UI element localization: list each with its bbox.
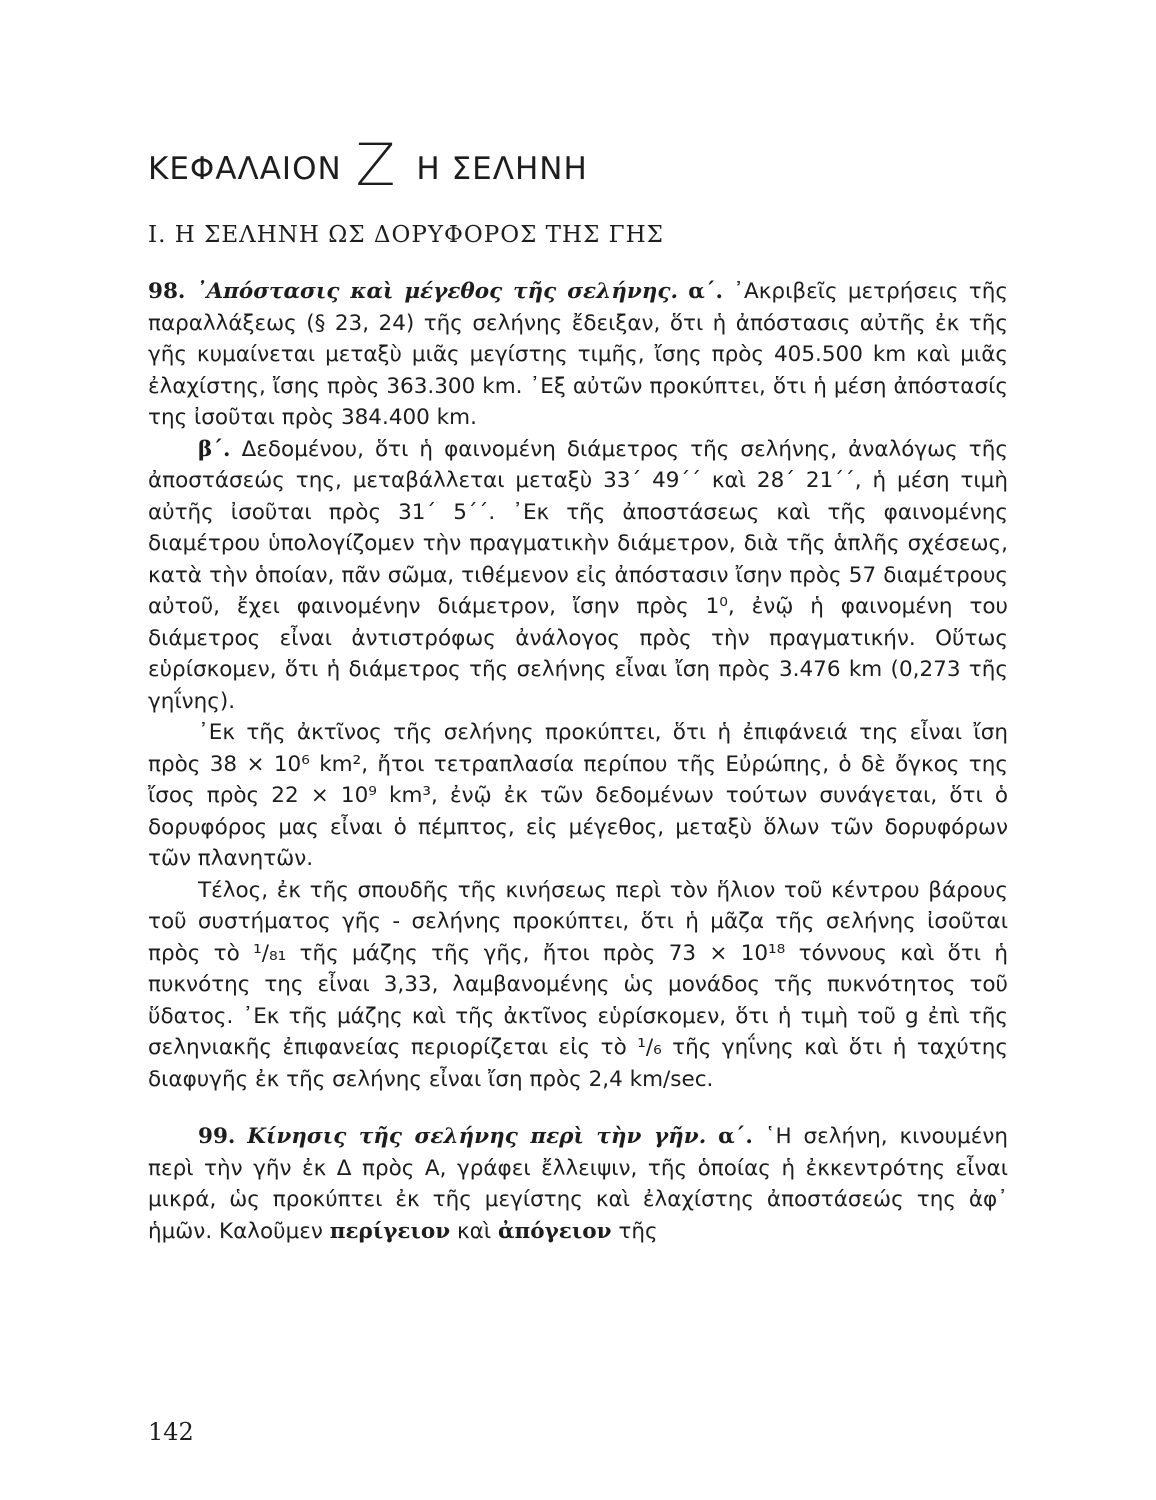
- paragraph-number: 99.: [198, 1124, 236, 1149]
- paragraph-text: ᾿Εκ τῆς ἀκτῖνος τῆς σελήνης προκύπτει, ὅτι ἡ ἐπιφάνειά της εἶναι ἴση πρὸς 38 × 10⁶ km², ἤτοι τετραπλασία περίπου τῆς Εὐρώπης, ὁ δὲ ὄγκος της ἴσος πρὸς 22 × 10⁹ km³, ἐνῷ ἐκ τῶν δεδομένων τούτων συνάγεται, ὅτι ὁ δορυφόρος μας εἶναι ὁ πέμπτος, εἰς μέγεθος, μεταξὺ ὅλων τῶν δορυφόρων τῶν πλανητῶν.: [148, 720, 1008, 871]
- paragraph-title: ᾿Απόστασις καὶ μέγεθος τῆς σελήνης.: [195, 279, 678, 304]
- paragraph-98-d: [148, 875, 1008, 1096]
- term-perigee: περίγειον: [329, 1218, 451, 1244]
- paragraph-text: ῾Η σελήνη, κινουμένη περὶ τὴν γῆν ἐκ Δ πρὸς Α, γράφει ἔλλειψιν, τῆς ὁποίας ἡ ἐκκεντρότης εἶναι μικρά, ὡς προκύπτει ἐκ τῆς μεγίστης καὶ ἐλαχίστης ἀποστάσεώς της ἀφ᾿ ἡμῶν. Καλοῦμεν: [148, 1124, 1008, 1244]
- paragraph-text-end: τῆς: [618, 1218, 658, 1244]
- paragraph-98-a: [148, 276, 1008, 434]
- section-heading: I. Η ΣΕΛΗΝΗ ΩΣ ΔΟΡΥΦΟΡΟΣ ΤΗΣ ΓΗΣ: [148, 222, 664, 248]
- conjunction: καὶ: [457, 1218, 492, 1244]
- chapter-heading: [148, 125, 588, 199]
- paragraph-98-c: [148, 717, 1008, 875]
- paragraph-text: Τέλος, ἐκ τῆς σπουδῆς τῆς κινήσεως περὶ τὸν ἥλιον τοῦ κέντρου βάρους τοῦ συστήματος γῆς - σελήνης προκύπτει, ὅτι ἡ μᾶζα τῆς σελήνης ἰσοῦται πρὸς τὸ ¹/₈₁ τῆς μάζης τῆς γῆς, ἤτοι πρὸς 73 × 10¹⁸ τόννους καὶ ὅτι ἡ πυκνότης της εἶναι 3,33, λαμβανομένης ὡς μονάδος τῆς πυκνότητος τοῦ ὕδατος. ᾿Εκ τῆς μάζης καὶ τῆς ἀκτῖνος εὑρίσκομεν, ὅτι ἡ τιμὴ τοῦ g ἐπὶ τῆς σεληνιακῆς ἐπιφανείας περιορίζεται εἰς τὸ ¹/₆ τῆς γηΐνης καὶ ὅτι ἡ ταχύτης διαφυγῆς ἐκ τῆς σελήνης εἶναι ἴση πρὸς 2,4 km/sec.: [148, 877, 1008, 1092]
- subsection-marker: β΄.: [198, 436, 231, 462]
- chapter-title: Η ΣΕΛΗΝΗ: [416, 151, 588, 187]
- subsection-marker: α΄.: [718, 1124, 753, 1149]
- main-text: [148, 276, 1008, 1247]
- paragraph-text: Δεδομένου, ὅτι ἡ φαινομένη διάμετρος τῆς σελήνης, ἀναλόγως τῆς ἀποστάσεώς της, μεταβάλλεται μεταξὺ 33΄ 49΄΄ καὶ 28΄ 21΄΄, ἡ μέση τιμὴ αὐτῆς ἰσοῦται πρὸς 31΄ 5΄΄. ᾿Εκ τῆς ἀποστάσεως καὶ τῆς φαινομένης διαμέτρου ὑπολογίζομεν τὴν πραγματικὴν διάμετρον, διὰ τῆς ἁπλῆς σχέσεως, κατὰ τὴν ὁποίαν, πᾶν σῶμα, τιθέμενον εἰς ἀπόστασιν ἴσην πρὸς 57 διαμέτρους αὐτοῦ, ἔχει φαινομένην διάμετρον, ἴσην πρὸς 1⁰, ἐνῷ ἡ φαινομένη του διάμετρος εἶναι ἀντιστρόφως ἀνάλογος πρὸς τὴν πραγματικήν. Οὕτως εὑρίσκομεν, ὅτι ἡ διάμετρος τῆς σελήνης εἶναι ἴση πρὸς 3.476 km (0,273 τῆς γηΐνης).: [148, 436, 1008, 714]
- chapter-label: ΚΕΦΑΛΑΙΟΝ: [148, 151, 342, 187]
- paragraph-title: Κίνησις τῆς σελήνης περὶ τὴν γῆν.: [247, 1124, 707, 1149]
- paragraph-98-b: [148, 434, 1008, 718]
- page-number: 142: [148, 1418, 194, 1446]
- subsection-marker: α΄.: [688, 279, 724, 304]
- paragraph-99: [148, 1121, 1008, 1247]
- paragraph-number: 98.: [148, 279, 186, 304]
- chapter-letter: Ζ: [355, 131, 397, 199]
- term-apogee: ἀπόγειον: [497, 1218, 612, 1244]
- paragraph-text: ᾿Ακριβεῖς μετρήσεις τῆς παραλλάξεως (§ 23, 24) τῆς σελήνης ἔδειξαν, ὅτι ἡ ἀπόστασις αὐτῆς ἐκ τῆς γῆς κυμαίνεται μεταξὺ μιᾶς μεγίστης τιμῆς, ἴσης πρὸς 405.500 km καὶ μιᾶς ἐλαχίστης, ἴσης πρὸς 363.300 km. ᾿Εξ αὐτῶν προκύπτει, ὅτι ἡ μέση ἀπόστασίς της ἰσοῦται πρὸς 384.400 km.: [148, 279, 1008, 430]
